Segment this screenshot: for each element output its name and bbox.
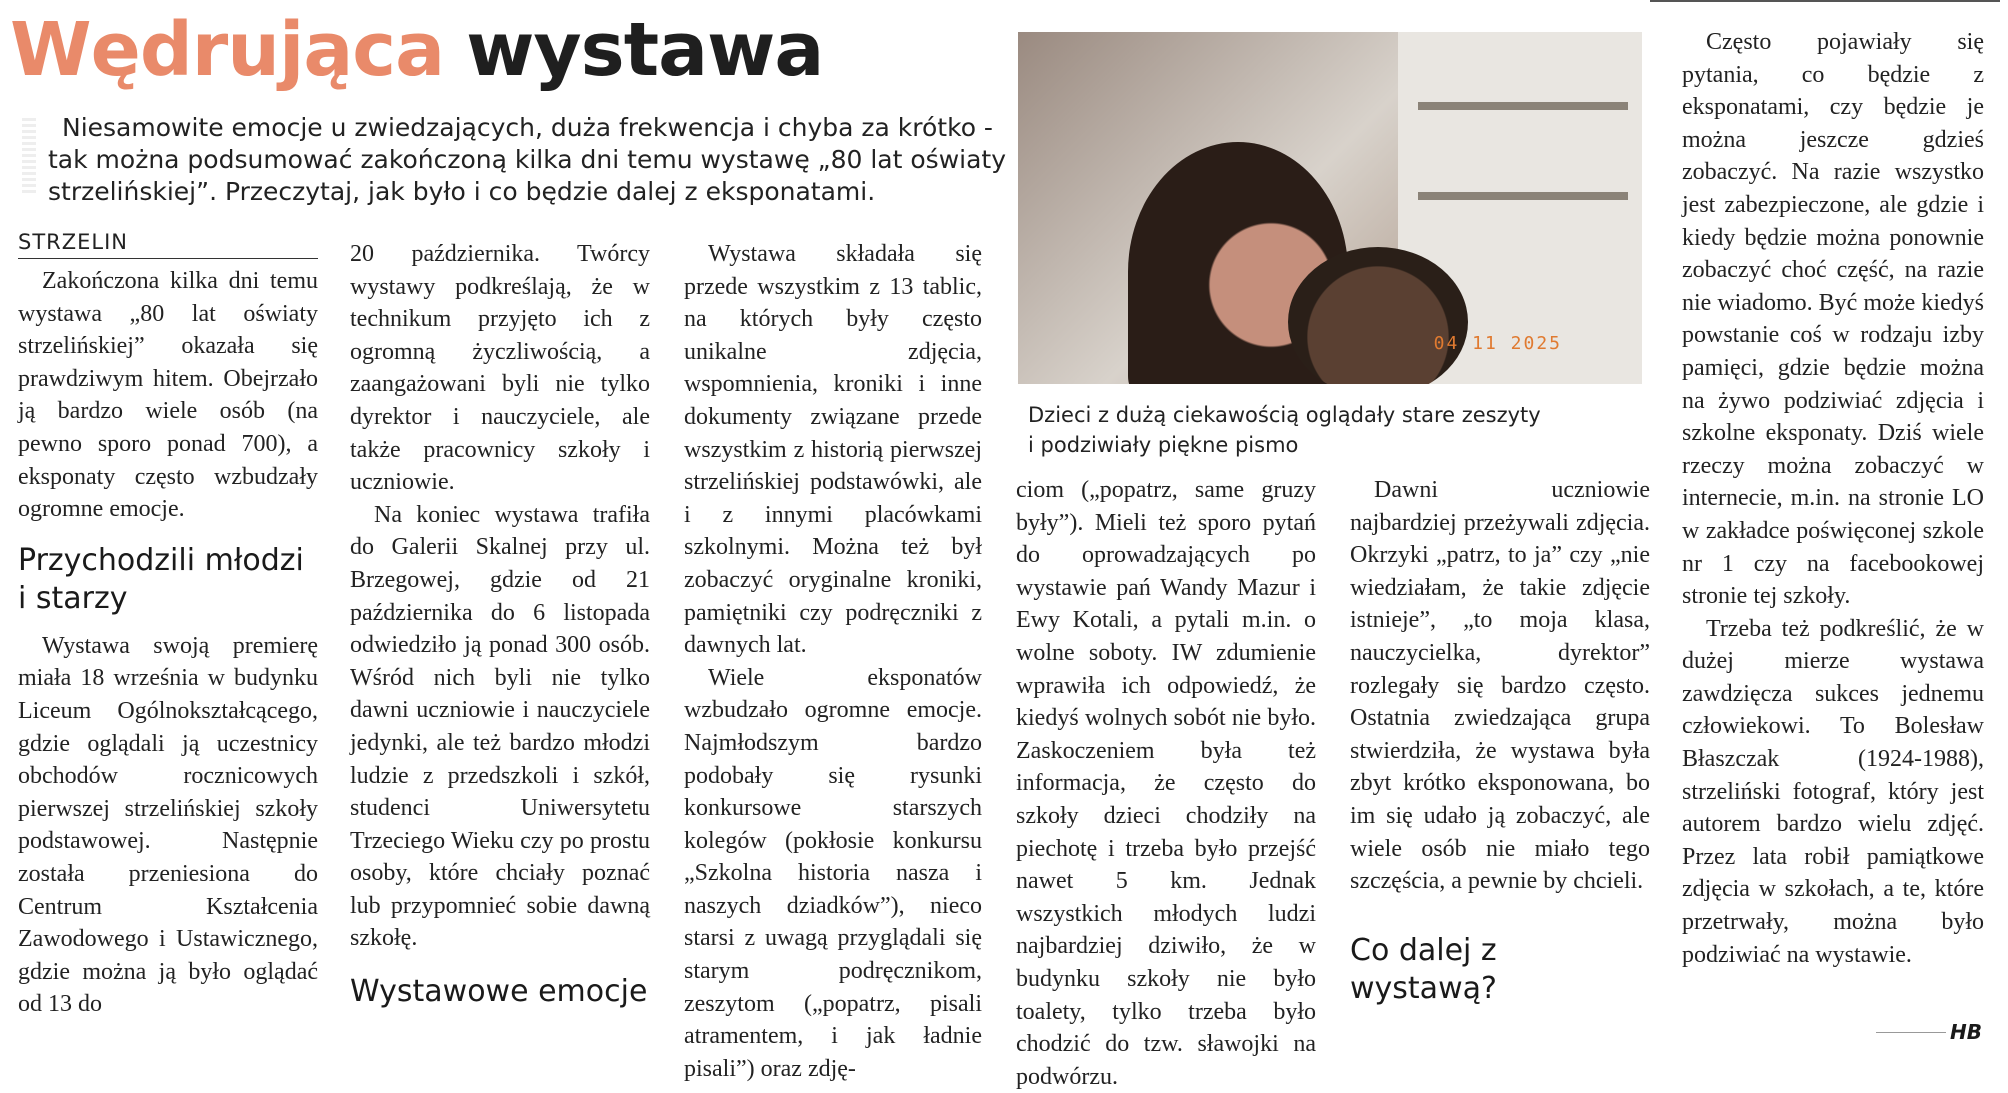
- paragraph: 20 października. Twórcy wystawy podkreślają, że w technikum przyjęto ich z ogromną życzliwością, a zaangażowani byli nie tylko dyrektor i nauczyciele, ale także pracownicy szkoły i uczniowie.: [350, 241, 650, 496]
- photo-child: [1288, 247, 1468, 384]
- title-part-1: Wędrująca: [10, 7, 445, 93]
- photo-shelf: [1418, 192, 1628, 200]
- paragraph: Trzeba też podkreślić, że w dużej mierze wystawa zawdzięcza sukces jednemu człowiekowi. To Bolesław Błaszczak (1924-1988), strzeliński fotograf, który jest autorem bardzo wielu zdjęć. Przez lata robił pamiątkowe zdjęcia w szkołach, a te, które przetrwały, można było podziwiać na wystawie.: [1682, 615, 1984, 968]
- paragraph: Na koniec wystawa trafiła do Galerii Skalnej przy ul. Brzegowej, gdzie od 21 października do 6 listopada odwiedziło ją ponad 300 osób. Wśród nich byli nie tylko dawni uczniowie i nauczyciele jedynki, ale też bardzo młodzi ludzie z przedszkoli i szkół, studenci Uniwersytetu Trzeciego Wieku czy po prostu osoby, które chciały poznać lub przypomnieć sobie dawną szkołę.: [350, 501, 650, 952]
- margin-mark: [22, 118, 36, 194]
- lead-line: Niesamowite emocje u zwiedzających, duża frekwencja i chyba za krótko -: [62, 113, 993, 142]
- paragraph: Wystawa składała się przede wszystkim z 13 tablic, na których były często unikalne zdjęcia, wspomnienia, kroniki i inne dokumenty związane przede wszystkim z historią pierwszej strzelińskiej podstawówki, ale i z innymi placówkami szkolnymi. Można też był zobaczyć oryginalne kroniki, pamiętniki czy podręczniki z dawnych lat.: [684, 241, 982, 659]
- paragraph: ciom („popatrz, same gruzy były”). Mieli też sporo pytań do oprowadzających po wystawie pań Wandy Mazur i Ewy Kotali, a pytali m.in. o wolne soboty. IW zdumienie wprawiła ich odpowiedź, że kiedyś wolnych sobót nie było. Zaskoczeniem była też informacja, że często do szkoły dzieci chodziły na piechotę i trzeba było przejść nawet 5 km. Jednak wszystkich młodych ludzi najbardziej dziwiło, że w budynku szkoły nie było toalety, tylko trzeba było chodzić do tzw. sławojki na podwórzu.: [1016, 477, 1316, 1090]
- subheading: Wystawowe emocje: [350, 974, 648, 1010]
- caption-line: Dzieci z dużą ciekawością oglądały stare zeszyty: [1028, 403, 1541, 427]
- column-4: [1016, 474, 1316, 1093]
- paragraph: Wiele eksponatów wzbudzało ogromne emocje. Najmłodszym bardzo podobały się rysunki konkursowe starszych kolegów (pokłosie konkursu „Szkolna historia nasza i naszych dziadków”), nieco starsi z uwagą przyglądali się starym podręcznikom, zeszytom („popatrz, pisali atramentem, i jak ładnie pisali”) oraz zdję-: [684, 664, 982, 1082]
- paragraph: Często pojawiały się pytania, co będzie z eksponatami, czy będzie je można jeszcze gdzieś zobaczyć. Na razie wszystko jest zabezpieczone, ale gdzie i kiedy będzie można ponownie zobaczyć choć część, na razie nie wiadomo. Być może kiedyś powstanie coś w rodzaju izby pamięci, gdzie będzie można na żywo podziwiać zdjęcia i szkolne eksponaty. Dziś wiele rzeczy można zobaczyć w internecie, m.in. na stronie LO w zakładce poświęconej szkole nr 1 czy na facebookowej stronie tej szkoły.: [1682, 29, 1984, 610]
- article-photo: [1018, 32, 1642, 384]
- paragraph: Dawni uczniowie najbardziej przeżywali zdjęcia. Okrzyki „patrz, to ja” czy „nie wiedziałam, że takie zdjęcie istnieje”, „to moja klasa, nauczycielka, dyrektor” rozlegały się bardzo często. Ostatnia zwiedzająca grupa stwierdziła, że wystawa była zbyt krótko eksponowana, bo im się udało ją zobaczyć, ale wiele osób nie miało tego szczęścia, a pewnie by chcieli.: [1350, 477, 1650, 895]
- column-3: [684, 238, 982, 1085]
- top-rule: [1650, 0, 2000, 2]
- article-lead: [48, 112, 1007, 208]
- paragraph: Zakończona kilka dni temu wystawa „80 lat oświaty strzelińskiej” okazała się prawdziwym hitem. Obejrzało ją bardzo wiele osób (na pewno sporo ponad 700), a eksponaty często wzbudzały ogromne emocje.: [18, 268, 318, 523]
- caption-line: i podziwiały piękne pismo: [1028, 433, 1299, 457]
- signature-rule: [1876, 1032, 1946, 1033]
- subheading: Przychodzili młodzi i starzy: [18, 542, 304, 616]
- paragraph: Wystawa swoją premierę miała 18 września w budynku Liceum Ogólnokształcącego, gdzie oglądali ją uczestnicy obchodów rocznicowych pierwszej strzelińskiej szkoły podstawowej. Następnie została przeniesiona do Centrum Kształcenia Zawodowego i Ustawicznego, gdzie można ją było oglądać od 13 do: [18, 632, 318, 1018]
- article-title: [10, 0, 823, 100]
- column-5: [1350, 474, 1650, 1020]
- column-6: [1682, 26, 1984, 971]
- lead-line: strzelińskiej”. Przeczytaj, jak było i co będzie dalej z eksponatami.: [48, 177, 876, 206]
- column-2: [350, 238, 650, 1023]
- dateline: STRZELIN: [18, 228, 318, 259]
- photo-date-stamp: 04 11 2025: [1433, 333, 1562, 354]
- title-part-2: wystawa: [466, 7, 824, 93]
- lead-line: tak można podsumować zakończoną kilka dni temu wystawę „80 lat oświaty: [48, 145, 1007, 174]
- author-signature: HB: [1950, 1020, 1982, 1044]
- subheading: Co dalej z wystawą?: [1350, 932, 1497, 1006]
- column-1: [18, 228, 318, 1021]
- photo-shelf: [1418, 102, 1628, 110]
- photo-caption: [1028, 400, 1648, 460]
